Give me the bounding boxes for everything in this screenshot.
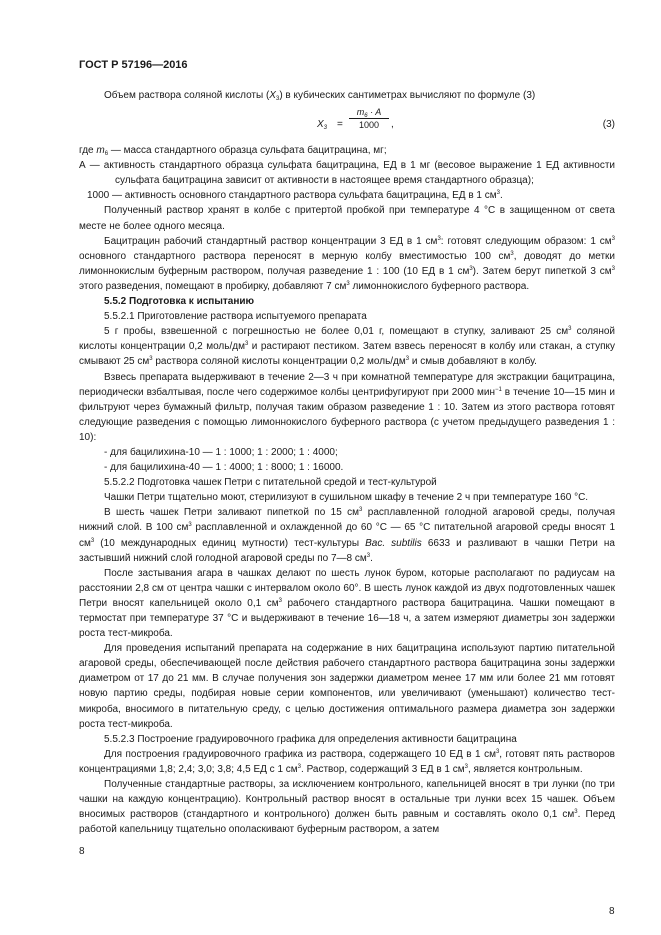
formula-lhs: $X_3$	[317, 119, 328, 132]
where-list	[79, 143, 615, 203]
paragraph: Бацитрацин рабочий стандартный раствор концентрации 3 ЕД в 1 $см^3$: готовят следующим образом: 1 $см^3$ основного стандартного раствора переносят в мерную колбу вместимостью 100 $см^3$, доводят до метки лимоннокислым буферным раствором, получая разведение 1 : 100 (10 ЕД в 1 $см^3$). Затем берут пипеткой 3 $см^3$ этого разведения, помещают в пробирку, добавляют 7 $см^3$ лимоннокислого буферного раствора.	[79, 235, 615, 292]
paragraph: Для построения градуировочного графика из раствора, содержащего 10 ЕД в 1 $см^3$, готовят пять растворов концентрациями 1,8; 2,4; 3,0; 3,8; 4,5 ЕД с 1 $см^3$. Раствор, содержащий 3 ЕД в 1 $см^3$, является контрольным.	[79, 748, 615, 775]
paragraph: Чашки Петри тщательно моют, стерилизуют в сушильном шкафу в течение 2 ч при температуре 160 °С.	[104, 492, 589, 504]
formula-3	[79, 103, 615, 143]
paragraph: Полученные стандартные растворы, за исключением контрольного, капельницей вносят в три лунки (по три чашки на каждую концентрацию). Контрольный раствор вносят в остальные три лунки всех 15 чашек. Объем вносимых растворов (стандартного и контрольного) должен быть равным и составлять около 0,1 $см^3$. Перед работой капельницу тщательно ополаскивают буферным раствором, а затем	[79, 779, 616, 836]
subsection-heading: 5.5.2.3 Построение градуировочного графика для определения активности бацитрацина	[104, 733, 517, 745]
document-body	[79, 88, 615, 837]
paragraph: Для проведения испытаний препарата на содержание в них бацитрацина используют партию питательной агаровой среды, обеспечивающей после действия рабочего стандартного раствора бацитрацина зоны задержки диаметром от 17 до 21 мм. В случае получения зон задержки диаметром менее 17 мм или более 21 мм готовят новую партию среды, подбирая новые серии компонентов, или увеличивают (уменьшают) количество тест-микроба, вносимого в питательную среду, с целью достижения оптимального размера диаметра зон задержки роста тест-микроба.	[79, 643, 615, 730]
paragraph: В шесть чашек Петри заливают пипеткой по 15 $см^3$ расплавленной голодной агаровой среды, получая нижний слой. В 100 $см^3$ расплавленной и охлажденной до 60 °С — 65 °С питательной агаровой среды вносят 1 $см^3$ (10 международных единиц мутности) тест-культуры Bac. subtilis 6633 и разливают в чашки Петри на застывший нижний слой голодной агаровой среды по 7—8 $см^3$.	[79, 507, 615, 564]
list-item: - для бацилихина-40 — 1 : 4000; 1 : 8000; 1 : 16000.	[104, 462, 344, 474]
paragraph: После застывания агара в чашках делают по шесть лунок буром, которые располагают по радиусам на расстоянии 2,8 см от центра чашки с интервалом около 60°. В шесть лунок каждой из двух подготовленных чашек Петри вносят капельницей около 0,1 $см^3$ рабочего стандартного раствора бацитрацина. Чашки помещают в термостат при температуре 37 °С и выдерживают в течение 16—18 ч, а затем измеряют диаметры зон задержки роста тест-микроба.	[79, 567, 615, 640]
formula-denominator: 1000	[358, 120, 380, 131]
where-item: 1000 — активность основного стандартного раствора сульфата бацитрацина, ЕД в 1 $см^3$.	[87, 190, 503, 202]
document-header: ГОСТ Р 57196—2016	[79, 59, 188, 71]
subsection-heading: 5.5.2.1 Приготовление раствора испытуемого препарата	[104, 311, 367, 323]
paragraph: Взвесь препарата выдерживают в течение 2—3 ч при комнатной температуре для экстракции бацитрацина, периодически взбалтывая, после чего содержимое колбы центрифугируют при 2000 мин$^{-1}$ в течение 10—15 мин и фильтруют через бумажный фильтр, получая таким образом разведение 1 : 10. Затем из этого раствора готовят следующие разведения с помощью лимоннокислого буферного раствора (с учетом предыдущего разведения 1 : 10):	[79, 371, 615, 443]
subsection-heading: 5.5.2.2 Подготовка чашек Петри с питательной средой и тест-культурой	[104, 477, 437, 489]
paragraph: Полученный раствор хранят в колбе с притертой пробкой при температуре 4 °С в защищенном от света месте не более одного месяца.	[79, 205, 615, 232]
page-number-bottom: 8	[609, 906, 615, 917]
formula-equals: =	[337, 119, 343, 131]
section-heading: 5.5.2 Подготовка к испытанию	[104, 296, 255, 308]
list-item: - для бацилихина-10 — 1 : 1000; 1 : 2000; 1 : 4000;	[104, 446, 338, 458]
paragraph: Объем раствора соляной кислоты $(X_3)$ в кубических сантиметрах вычисляют по формуле (3)	[104, 90, 536, 102]
paragraph: 5 г пробы, взвешенной с погрешностью не более 0,01 г, помещают в ступку, заливают 25 $см^3$ соляной кислоты концентрации 0,2 моль/$дм^3$ и растирают пестиком. Затем взвесь переносят в колбу или стакан, а ступку смывают 25 $см^3$ раствора соляной кислоты концентрации 0,2 моль/$дм^3$ и смыв добавляют в колбу.	[79, 326, 616, 368]
where-item: где $m_6$ — масса стандартного образца сульфата бацитрацина, мг;	[79, 145, 387, 158]
formula-comma: ,	[391, 119, 394, 131]
page-number: 8	[79, 846, 85, 857]
formula-number: (3)	[602, 119, 615, 131]
where-item: А — активность стандартного образца сульфата бацитрацина, ЕД в 1 мг (весовое выражение 1 ЕД активности сульфата бацитрацина зависит от активности в настоящее время стандартного образца);	[79, 160, 615, 187]
formula-fraction	[349, 106, 389, 131]
formula-numerator: $m_6 \cdot A$	[349, 106, 389, 119]
